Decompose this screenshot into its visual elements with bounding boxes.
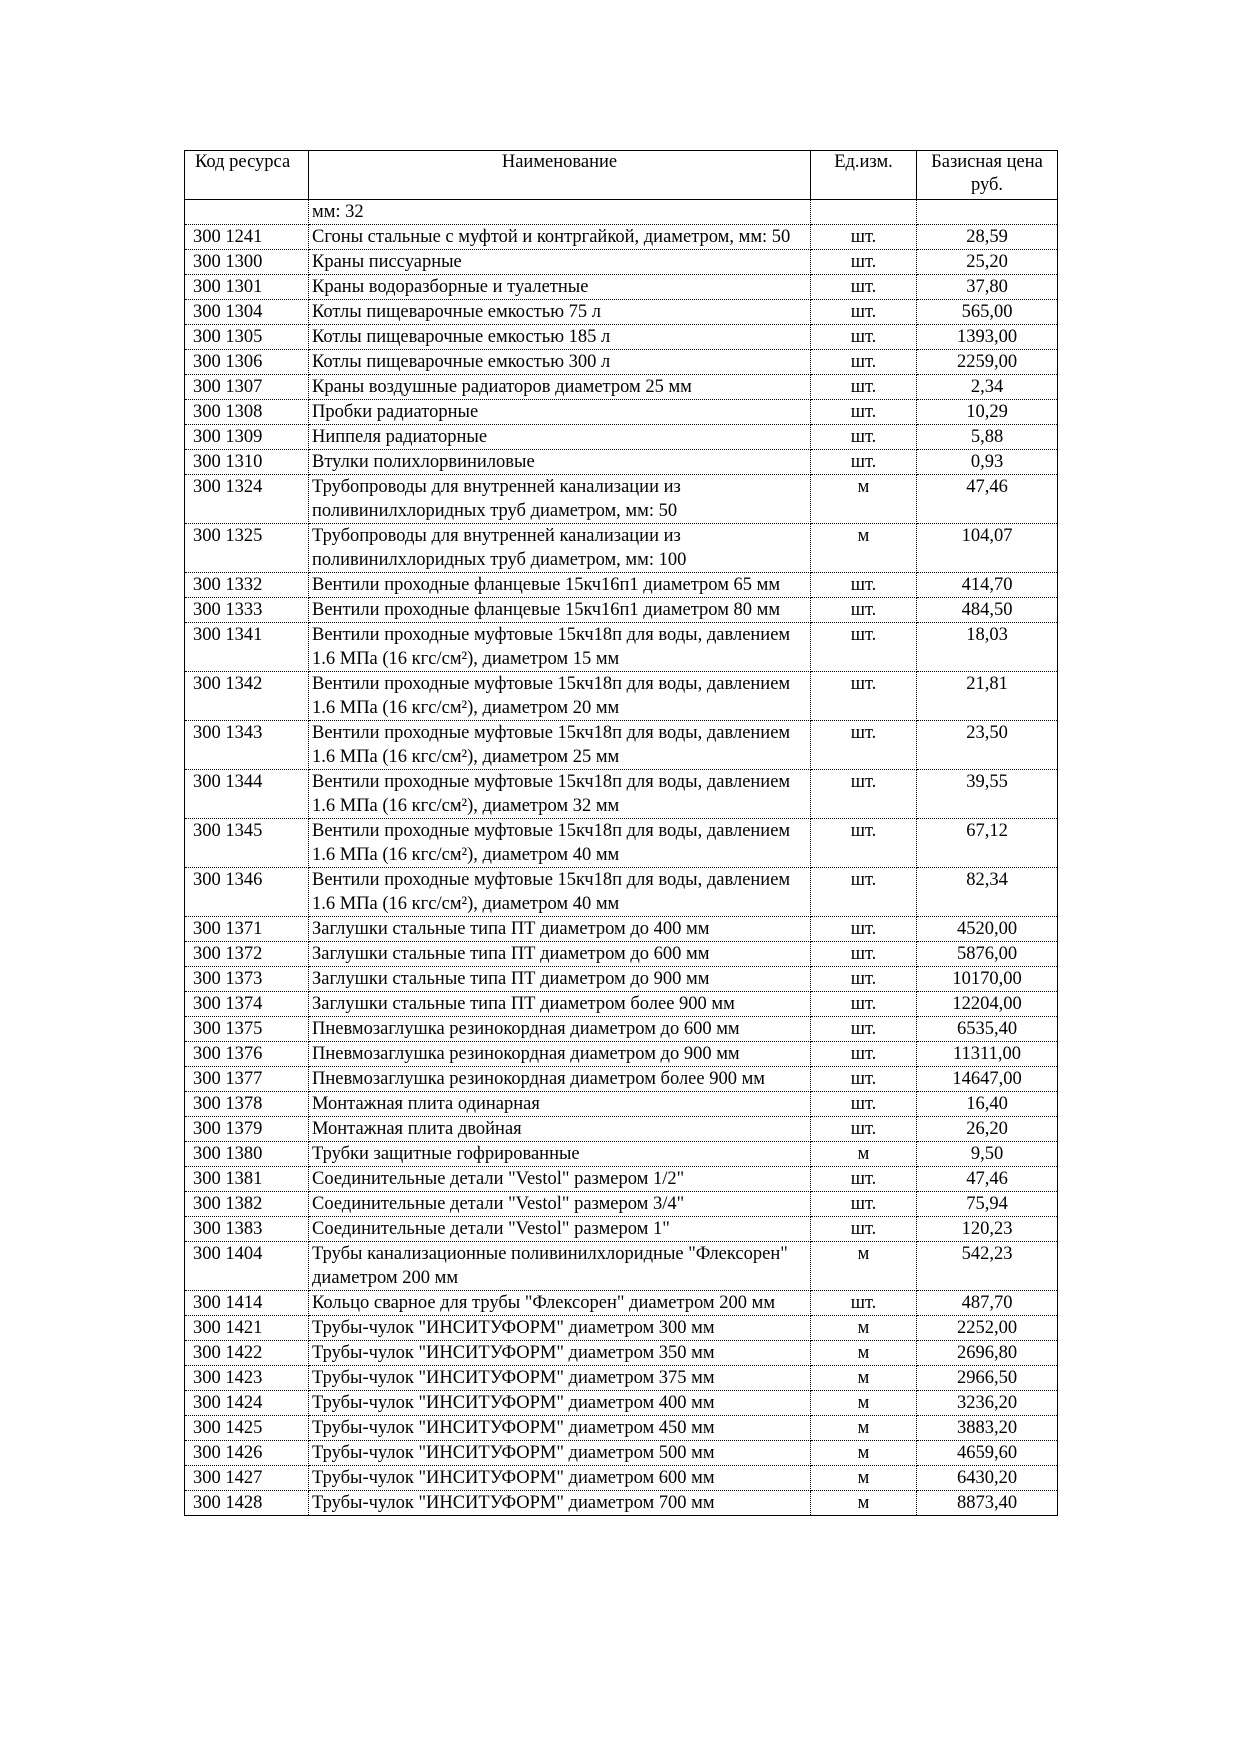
resource-code-cell: 300 1300 [185, 250, 309, 275]
base-price-cell: 11311,00 [917, 1042, 1058, 1067]
unit-cell: шт. [811, 868, 917, 917]
table-row [185, 1242, 1058, 1291]
table-row [185, 598, 1058, 623]
resource-name-cell: Вентили проходные муфтовые 15кч18п для воды, давлением 1.6 МПа (16 кгс/см²), диаметром 40 мм [309, 868, 811, 917]
table-row [185, 225, 1058, 250]
resource-name-cell: Кольцо сварное для трубы "Флексорен" диаметром 200 мм [309, 1291, 811, 1316]
table-row [185, 819, 1058, 868]
base-price-cell: 9,50 [917, 1142, 1058, 1167]
base-price-cell: 4659,60 [917, 1441, 1058, 1466]
base-price-cell: 47,46 [917, 475, 1058, 524]
resource-name-cell: Пробки радиаторные [309, 400, 811, 425]
unit-cell: м [811, 1341, 917, 1366]
table-row [185, 672, 1058, 721]
resource-name-cell: Ниппеля радиаторные [309, 425, 811, 450]
table-row [185, 1416, 1058, 1441]
unit-cell: шт. [811, 1092, 917, 1117]
resource-code-cell: 300 1421 [185, 1316, 309, 1341]
base-price-cell: 5876,00 [917, 942, 1058, 967]
resource-code-cell: 300 1308 [185, 400, 309, 425]
header-resource-code: Код ресурса [185, 151, 309, 200]
resource-code-cell: 300 1325 [185, 524, 309, 573]
table-row [185, 1067, 1058, 1092]
unit-cell [811, 200, 917, 225]
table-row [185, 1117, 1058, 1142]
base-price-cell: 2252,00 [917, 1316, 1058, 1341]
resource-name-cell: Вентили проходные муфтовые 15кч18п для воды, давлением 1.6 МПа (16 кгс/см²), диаметром 40 мм [309, 819, 811, 868]
resource-code-cell: 300 1375 [185, 1017, 309, 1042]
resource-code-cell: 300 1380 [185, 1142, 309, 1167]
resource-name-cell: Заглушки стальные типа ПТ диаметром до 600 мм [309, 942, 811, 967]
table-row [185, 425, 1058, 450]
base-price-cell: 10,29 [917, 400, 1058, 425]
table-row [185, 770, 1058, 819]
table-row [185, 1291, 1058, 1316]
resource-code-cell: 300 1422 [185, 1341, 309, 1366]
unit-cell: шт. [811, 250, 917, 275]
base-price-cell: 3883,20 [917, 1416, 1058, 1441]
base-price-cell: 10170,00 [917, 967, 1058, 992]
base-price-cell: 4520,00 [917, 917, 1058, 942]
table-row [185, 275, 1058, 300]
unit-cell: шт. [811, 225, 917, 250]
unit-cell: м [811, 524, 917, 573]
unit-cell: м [811, 475, 917, 524]
table-row [185, 350, 1058, 375]
base-price-cell: 542,23 [917, 1242, 1058, 1291]
resource-name-cell: Заглушки стальные типа ПТ диаметром до 900 мм [309, 967, 811, 992]
base-price-cell: 2,34 [917, 375, 1058, 400]
unit-cell: шт. [811, 1167, 917, 1192]
header-unit: Ед.изм. [811, 151, 917, 200]
unit-cell: шт. [811, 1192, 917, 1217]
table-row [185, 524, 1058, 573]
resource-name-cell: Вентили проходные муфтовые 15кч18п для воды, давлением 1.6 МПа (16 кгс/см²), диаметром 25 мм [309, 721, 811, 770]
resource-name-cell: Трубы-чулок "ИНСИТУФОРМ" диаметром 700 мм [309, 1491, 811, 1516]
unit-cell: м [811, 1142, 917, 1167]
resource-name-cell: Трубы-чулок "ИНСИТУФОРМ" диаметром 500 мм [309, 1441, 811, 1466]
table-row [185, 1017, 1058, 1042]
resource-code-cell: 300 1383 [185, 1217, 309, 1242]
resource-name-cell: Трубы-чулок "ИНСИТУФОРМ" диаметром 375 мм [309, 1366, 811, 1391]
table-row [185, 917, 1058, 942]
base-price-cell: 487,70 [917, 1291, 1058, 1316]
resource-code-cell: 300 1373 [185, 967, 309, 992]
unit-cell: шт. [811, 967, 917, 992]
base-price-cell: 75,94 [917, 1192, 1058, 1217]
resource-name-cell: Пневмозаглушка резинокордная диаметром до 900 мм [309, 1042, 811, 1067]
base-price-cell: 5,88 [917, 425, 1058, 450]
base-price-cell: 26,20 [917, 1117, 1058, 1142]
base-price-cell: 23,50 [917, 721, 1058, 770]
table-row [185, 1366, 1058, 1391]
base-price-cell: 25,20 [917, 250, 1058, 275]
table-row [185, 868, 1058, 917]
resource-price-table [184, 150, 1058, 1516]
unit-cell: м [811, 1416, 917, 1441]
base-price-cell: 414,70 [917, 573, 1058, 598]
table-row [185, 1491, 1058, 1516]
resource-code-cell: 300 1241 [185, 225, 309, 250]
resource-code-cell: 300 1372 [185, 942, 309, 967]
resource-name-cell: Трубы канализационные поливинилхлоридные "Флексорен" диаметром 200 мм [309, 1242, 811, 1291]
table-row [185, 1441, 1058, 1466]
base-price-cell: 3236,20 [917, 1391, 1058, 1416]
unit-cell: м [811, 1316, 917, 1341]
resource-code-cell: 300 1425 [185, 1416, 309, 1441]
table-row [185, 1217, 1058, 1242]
resource-name-cell: Трубки защитные гофрированные [309, 1142, 811, 1167]
resource-code-cell: 300 1344 [185, 770, 309, 819]
unit-cell: шт. [811, 598, 917, 623]
unit-cell: шт. [811, 770, 917, 819]
resource-name-cell: Котлы пищеварочные емкостью 300 л [309, 350, 811, 375]
table-row [185, 967, 1058, 992]
resource-code-cell: 300 1342 [185, 672, 309, 721]
unit-cell: м [811, 1391, 917, 1416]
base-price-cell: 6430,20 [917, 1466, 1058, 1491]
unit-cell: шт. [811, 623, 917, 672]
resource-name-cell: Сгоны стальные с муфтой и контргайкой, диаметром, мм: 50 [309, 225, 811, 250]
resource-code-cell: 300 1304 [185, 300, 309, 325]
table-row [185, 992, 1058, 1017]
resource-name-cell: Краны писсуарные [309, 250, 811, 275]
table-row [185, 475, 1058, 524]
resource-name-cell: Вентили проходные муфтовые 15кч18п для воды, давлением 1.6 МПа (16 кгс/см²), диаметром 32 мм [309, 770, 811, 819]
table-row [185, 573, 1058, 598]
resource-code-cell: 300 1307 [185, 375, 309, 400]
resource-code-cell: 300 1414 [185, 1291, 309, 1316]
resource-code-cell: 300 1346 [185, 868, 309, 917]
resource-name-cell: Трубы-чулок "ИНСИТУФОРМ" диаметром 350 мм [309, 1341, 811, 1366]
resource-code-cell: 300 1324 [185, 475, 309, 524]
resource-name-cell: Краны воздушные радиаторов диаметром 25 мм [309, 375, 811, 400]
table-row [185, 450, 1058, 475]
resource-code-cell: 300 1404 [185, 1242, 309, 1291]
base-price-cell: 565,00 [917, 300, 1058, 325]
unit-cell: м [811, 1466, 917, 1491]
resource-code-cell: 300 1382 [185, 1192, 309, 1217]
unit-cell: м [811, 1242, 917, 1291]
table-row [185, 1092, 1058, 1117]
header-base-price: Базисная цена руб. [917, 151, 1058, 200]
base-price-cell: 14647,00 [917, 1067, 1058, 1092]
resource-name-cell: Краны водоразборные и туалетные [309, 275, 811, 300]
table-row [185, 1391, 1058, 1416]
base-price-cell: 39,55 [917, 770, 1058, 819]
table-row [185, 325, 1058, 350]
table-header-row [185, 151, 1058, 200]
resource-code-cell: 300 1343 [185, 721, 309, 770]
resource-name-cell: Вентили проходные фланцевые 15кч16п1 диаметром 65 мм [309, 573, 811, 598]
unit-cell: шт. [811, 425, 917, 450]
resource-name-cell: Заглушки стальные типа ПТ диаметром до 400 мм [309, 917, 811, 942]
unit-cell: шт. [811, 573, 917, 598]
base-price-cell: 16,40 [917, 1092, 1058, 1117]
header-name: Наименование [309, 151, 811, 200]
base-price-cell: 1393,00 [917, 325, 1058, 350]
unit-cell: шт. [811, 375, 917, 400]
resource-code-cell: 300 1423 [185, 1366, 309, 1391]
resource-name-cell: Трубопроводы для внутренней канализации из поливинилхлоридных труб диаметром, мм: 100 [309, 524, 811, 573]
resource-code-cell: 300 1332 [185, 573, 309, 598]
unit-cell: шт. [811, 1067, 917, 1092]
unit-cell: шт. [811, 1042, 917, 1067]
resource-name-cell: Пневмозаглушка резинокордная диаметром более 900 мм [309, 1067, 811, 1092]
table-row [185, 1142, 1058, 1167]
base-price-cell: 12204,00 [917, 992, 1058, 1017]
table-row [185, 375, 1058, 400]
resource-name-cell: Монтажная плита одинарная [309, 1092, 811, 1117]
table-row [185, 721, 1058, 770]
resource-code-cell: 300 1376 [185, 1042, 309, 1067]
base-price-cell: 2696,80 [917, 1341, 1058, 1366]
resource-code-cell: 300 1345 [185, 819, 309, 868]
resource-code-cell: 300 1305 [185, 325, 309, 350]
base-price-cell: 67,12 [917, 819, 1058, 868]
resource-code-cell: 300 1374 [185, 992, 309, 1017]
resource-code-cell: 300 1427 [185, 1466, 309, 1491]
resource-code-cell: 300 1426 [185, 1441, 309, 1466]
resource-code-cell: 300 1428 [185, 1491, 309, 1516]
base-price-cell: 0,93 [917, 450, 1058, 475]
resource-code-cell: 300 1424 [185, 1391, 309, 1416]
table-row [185, 200, 1058, 225]
table-row [185, 250, 1058, 275]
resource-code-cell [185, 200, 309, 225]
base-price-cell: 21,81 [917, 672, 1058, 721]
base-price-cell: 6535,40 [917, 1017, 1058, 1042]
table-row [185, 1341, 1058, 1366]
base-price-cell: 18,03 [917, 623, 1058, 672]
resource-code-cell: 300 1379 [185, 1117, 309, 1142]
unit-cell: шт. [811, 942, 917, 967]
unit-cell: шт. [811, 721, 917, 770]
resource-name-cell: Трубы-чулок "ИНСИТУФОРМ" диаметром 400 мм [309, 1391, 811, 1416]
resource-name-cell: Вентили проходные муфтовые 15кч18п для воды, давлением 1.6 МПа (16 кгс/см²), диаметром 15 мм [309, 623, 811, 672]
unit-cell: шт. [811, 350, 917, 375]
unit-cell: м [811, 1441, 917, 1466]
unit-cell: шт. [811, 1017, 917, 1042]
resource-name-cell: Котлы пищеварочные емкостью 75 л [309, 300, 811, 325]
table-row [185, 1466, 1058, 1491]
resource-name-cell: Соединительные детали "Vestol" размером 1" [309, 1217, 811, 1242]
unit-cell: шт. [811, 917, 917, 942]
table-row [185, 1192, 1058, 1217]
resource-name-cell: Вентили проходные муфтовые 15кч18п для воды, давлением 1.6 МПа (16 кгс/см²), диаметром 20 мм [309, 672, 811, 721]
unit-cell: шт. [811, 275, 917, 300]
resource-name-cell: Вентили проходные фланцевые 15кч16п1 диаметром 80 мм [309, 598, 811, 623]
unit-cell: шт. [811, 819, 917, 868]
resource-name-cell: Втулки полихлорвиниловые [309, 450, 811, 475]
table-row [185, 942, 1058, 967]
table-body [185, 200, 1058, 1516]
resource-code-cell: 300 1381 [185, 1167, 309, 1192]
table-row [185, 400, 1058, 425]
resource-code-cell: 300 1377 [185, 1067, 309, 1092]
unit-cell: шт. [811, 300, 917, 325]
resource-name-cell: мм: 32 [309, 200, 811, 225]
base-price-cell: 37,80 [917, 275, 1058, 300]
base-price-cell: 104,07 [917, 524, 1058, 573]
resource-name-cell: Пневмозаглушка резинокордная диаметром до 600 мм [309, 1017, 811, 1042]
resource-code-cell: 300 1301 [185, 275, 309, 300]
base-price-cell: 8873,40 [917, 1491, 1058, 1516]
unit-cell: шт. [811, 1291, 917, 1316]
unit-cell: шт. [811, 992, 917, 1017]
resource-code-cell: 300 1371 [185, 917, 309, 942]
resource-name-cell: Трубы-чулок "ИНСИТУФОРМ" диаметром 450 мм [309, 1416, 811, 1441]
resource-name-cell: Монтажная плита двойная [309, 1117, 811, 1142]
unit-cell: шт. [811, 325, 917, 350]
resource-code-cell: 300 1378 [185, 1092, 309, 1117]
base-price-cell [917, 200, 1058, 225]
base-price-cell: 120,23 [917, 1217, 1058, 1242]
unit-cell: шт. [811, 450, 917, 475]
resource-name-cell: Трубы-чулок "ИНСИТУФОРМ" диаметром 300 мм [309, 1316, 811, 1341]
resource-name-cell: Соединительные детали "Vestol" размером 3/4" [309, 1192, 811, 1217]
table-row [185, 300, 1058, 325]
resource-code-cell: 300 1310 [185, 450, 309, 475]
unit-cell: шт. [811, 1117, 917, 1142]
unit-cell: шт. [811, 400, 917, 425]
resource-code-cell: 300 1306 [185, 350, 309, 375]
base-price-cell: 2966,50 [917, 1366, 1058, 1391]
resource-code-cell: 300 1309 [185, 425, 309, 450]
unit-cell: м [811, 1366, 917, 1391]
table-row [185, 1042, 1058, 1067]
unit-cell: шт. [811, 1217, 917, 1242]
resource-name-cell: Заглушки стальные типа ПТ диаметром более 900 мм [309, 992, 811, 1017]
unit-cell: шт. [811, 672, 917, 721]
resource-name-cell: Трубопроводы для внутренней канализации из поливинилхлоридных труб диаметром, мм: 50 [309, 475, 811, 524]
resource-code-cell: 300 1333 [185, 598, 309, 623]
base-price-cell: 28,59 [917, 225, 1058, 250]
resource-name-cell: Котлы пищеварочные емкостью 185 л [309, 325, 811, 350]
base-price-cell: 82,34 [917, 868, 1058, 917]
table-row [185, 1316, 1058, 1341]
base-price-cell: 484,50 [917, 598, 1058, 623]
table-row [185, 623, 1058, 672]
unit-cell: м [811, 1491, 917, 1516]
resource-code-cell: 300 1341 [185, 623, 309, 672]
table-row [185, 1167, 1058, 1192]
base-price-cell: 2259,00 [917, 350, 1058, 375]
resource-name-cell: Трубы-чулок "ИНСИТУФОРМ" диаметром 600 мм [309, 1466, 811, 1491]
base-price-cell: 47,46 [917, 1167, 1058, 1192]
resource-name-cell: Соединительные детали "Vestol" размером 1/2" [309, 1167, 811, 1192]
